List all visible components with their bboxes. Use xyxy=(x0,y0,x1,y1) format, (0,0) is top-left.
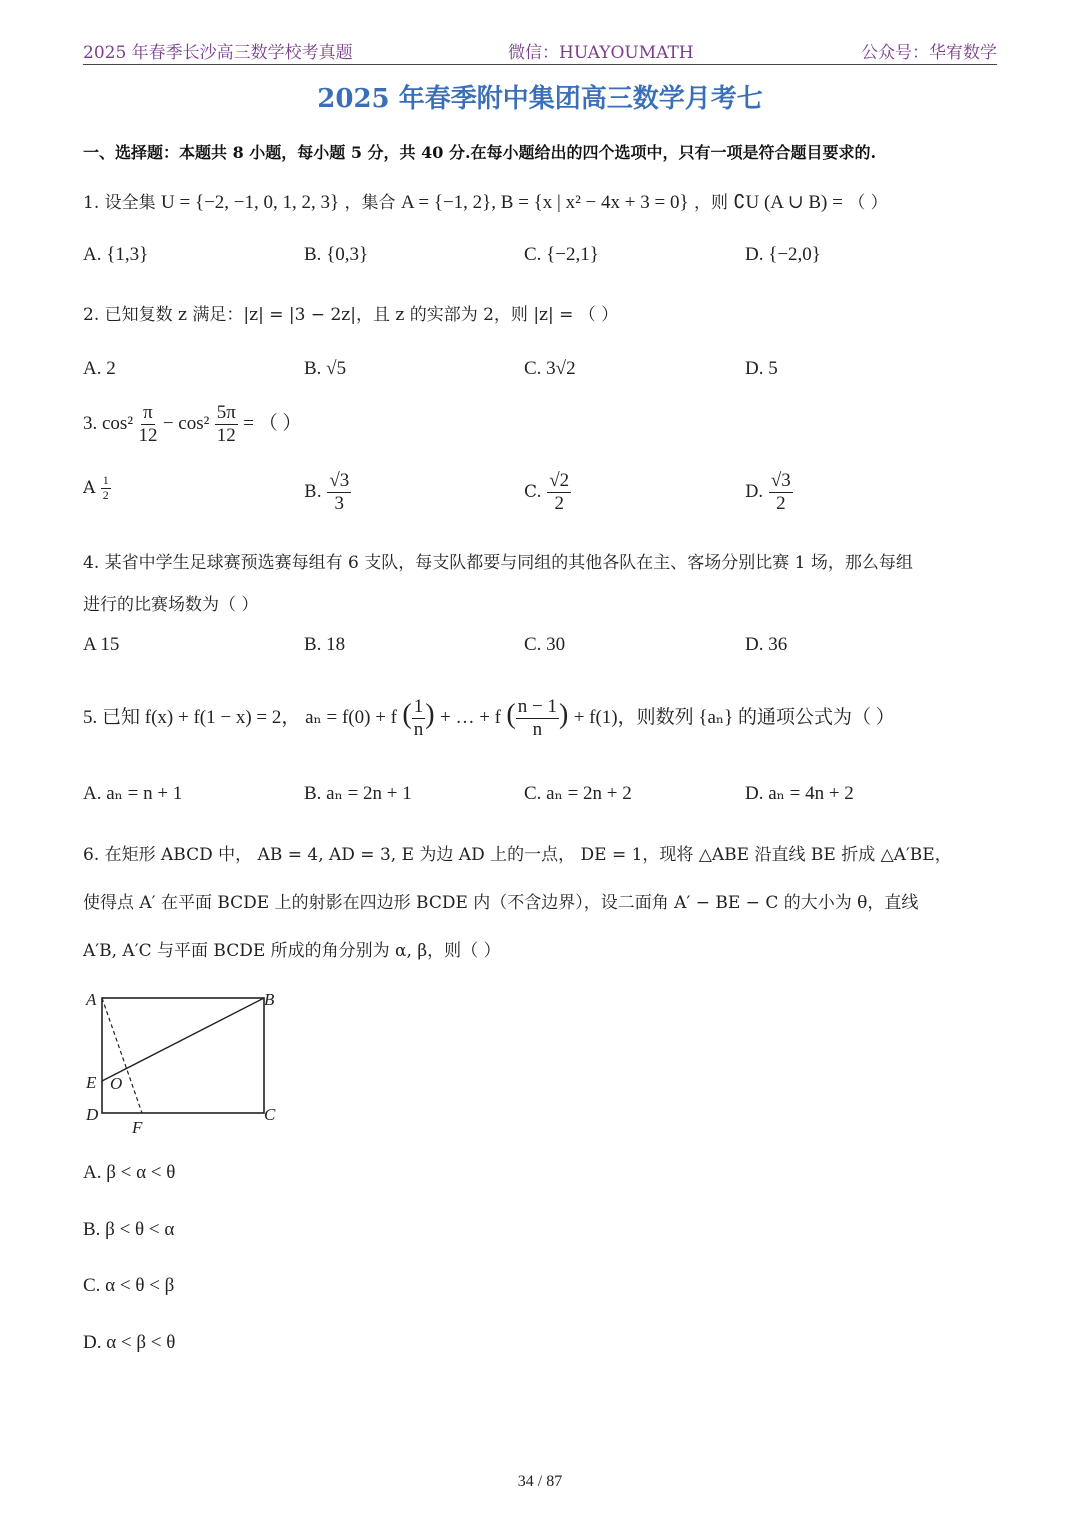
rectangle-abcd xyxy=(102,998,264,1113)
section-heading: 一、选择题：本题共 8 小题，每小题 5 分，共 40 分.在每小题给出的四个选项中，只有一项是符合题目要求的. xyxy=(83,143,877,162)
q2-option-a: A. 2 xyxy=(83,358,116,379)
q3-opt-a-num: 1 xyxy=(102,473,109,487)
q6-rectangle-diagram xyxy=(80,985,290,1140)
q3-option-b xyxy=(304,470,351,515)
question-6-line-2: 使得点 A′ 在平面 BCDE 上的射影在四边形 BCDE 内（不含边界），设二面角 A′ − BE − C 的大小为 θ，直线 xyxy=(83,893,919,913)
q3-opt-d-frac xyxy=(769,470,793,515)
q6-option-d: D. α < β < θ xyxy=(83,1332,176,1353)
q3-opt-a-label: A xyxy=(83,477,96,498)
segment-be xyxy=(102,998,264,1081)
q2-option-c: C. 3√2 xyxy=(524,358,576,379)
q3-opt-d-num: √3 xyxy=(770,470,791,491)
q5-suffix: + f(1)，则数列 {aₙ} 的通项公式为（ ） xyxy=(573,706,895,728)
q5-option-d: D. aₙ = 4n + 2 xyxy=(745,783,854,804)
label-d: D xyxy=(86,1105,99,1124)
q3-fraction-1 xyxy=(138,402,157,447)
q5-option-c: C. aₙ = 2n + 2 xyxy=(524,783,632,804)
q5-prefix: 5. 已知 f(x) + f(1 − x) = 2， aₙ = f(0) + f xyxy=(83,706,398,728)
q3-f1-num: π xyxy=(143,402,153,423)
q1-option-a: A. {1,3} xyxy=(83,244,149,265)
q3-opt-d-den: 2 xyxy=(776,492,786,514)
q4-option-c: C. 30 xyxy=(524,634,566,655)
q6-option-c: C. α < θ < β xyxy=(83,1275,175,1296)
q1-expression: ∁U (A ∪ B) = xyxy=(733,192,843,213)
q5-fraction-1 xyxy=(412,696,426,741)
q3-option-a xyxy=(83,474,111,503)
header-right: 公众号：华宥数学 xyxy=(861,43,997,63)
q3-f1-den: 12 xyxy=(138,424,158,446)
q3-f2-num: 5π xyxy=(216,402,236,423)
page-number: 34 / 87 xyxy=(517,1473,563,1490)
q4-option-b: B. 18 xyxy=(304,634,346,655)
q2-option-b: B. √5 xyxy=(304,358,347,379)
question-3 xyxy=(83,402,301,447)
q3-opt-b-num: √3 xyxy=(329,470,350,491)
q4-option-a: A 15 xyxy=(83,634,120,655)
q3-opt-d-label: D. xyxy=(745,481,764,502)
label-f: F xyxy=(132,1118,143,1137)
label-b: B xyxy=(264,990,275,1009)
q1-set-u: U = {−2, −1, 0, 1, 2, 3} xyxy=(161,192,340,213)
header-center: 微信：HUAYOUMATH xyxy=(508,43,694,63)
question-4-line-1: 4. 某省中学生足球赛预选赛每组有 6 支队，每支队都要与同组的其他各队在主、客场分别比赛 1 场，那么每组 xyxy=(83,553,913,573)
q1-paren: （ ） xyxy=(848,193,888,213)
question-1 xyxy=(83,188,888,214)
header-left: 2025 年春季长沙高三数学校考真题 xyxy=(83,43,353,63)
q1-sets-ab: A = {−1, 2}, B = {x | x² − 4x + 3 = 0} xyxy=(400,192,689,213)
q3-opt-c-label: C. xyxy=(524,481,542,502)
question-6-line-3: A′B, A′C 与平面 BCDE 所成的角分别为 α, β，则（ ） xyxy=(83,941,501,961)
q1-option-d: D. {−2,0} xyxy=(745,244,821,265)
q5-f1-den: n xyxy=(413,718,424,740)
q1-prefix: 1. 设全集 xyxy=(83,193,156,213)
q2-option-d: D. 5 xyxy=(745,358,778,379)
label-o: O xyxy=(110,1074,123,1093)
page-title: 2025 年春季附中集团高三数学月考七 xyxy=(317,84,763,114)
page-header xyxy=(83,38,997,65)
q1-mid: ，集合 xyxy=(344,193,396,213)
segment-af-dashed xyxy=(102,998,142,1113)
q5-option-b: B. aₙ = 2n + 1 xyxy=(304,783,412,804)
q5-fraction-2 xyxy=(516,696,559,741)
q5-option-a: A. aₙ = n + 1 xyxy=(83,783,183,804)
question-5: 5. 已知 f(x) + f(1 − x) = 2， aₙ = f(0) + f ( $\frac{1}{n}$ ) + … + f ( $\frac{n - 1}{n}$ ) + f(1)，则数列 {aₙ} 的通项公式为（ ） xyxy=(83,696,895,740)
q6-option-a: A. β < α < θ xyxy=(83,1162,176,1183)
q3-suffix: = （ ） xyxy=(243,412,302,434)
q3-fraction-2 xyxy=(215,402,238,447)
label-a: A xyxy=(86,990,97,1009)
q3-opt-a-frac xyxy=(101,474,111,503)
q3-opt-b-label: B. xyxy=(304,481,322,502)
q1-option-b: B. {0,3} xyxy=(304,244,369,265)
q3-mid: − cos² xyxy=(162,412,210,434)
q5-f2-den: n xyxy=(532,718,543,740)
question-2: 2. 已知复数 z 满足：|z| = |3 − 2z|，且 z 的实部为 2，则 |z| = （ ） xyxy=(83,305,619,325)
q6-option-b: B. β < θ < α xyxy=(83,1219,175,1240)
q3-f2-den: 12 xyxy=(216,424,236,446)
q5-f2-num: n − 1 xyxy=(517,696,557,717)
q3-opt-b-den: 3 xyxy=(334,492,345,514)
q4-option-d: D. 36 xyxy=(745,634,788,655)
q3-opt-c-frac xyxy=(547,470,571,515)
q3-opt-a-den: 2 xyxy=(102,487,109,502)
q3-option-c xyxy=(524,470,571,515)
q3-option-d xyxy=(745,470,793,515)
q5-f1-num: 1 xyxy=(413,696,424,717)
q3-opt-c-num: √2 xyxy=(549,470,570,491)
q5-mid: + … + f xyxy=(439,706,501,728)
q3-prefix: 3. cos² xyxy=(83,412,134,434)
q1-option-c: C. {−2,1} xyxy=(524,244,599,265)
question-6-line-1: 6. 在矩形 ABCD 中， AB = 4, AD = 3, E 为边 AD 上的一点， DE = 1，现将 △ABE 沿直线 BE 折成 △A′BE， xyxy=(83,845,952,865)
label-e: E xyxy=(86,1073,97,1092)
label-c: C xyxy=(264,1105,276,1124)
q1-then: ，则 xyxy=(693,193,728,213)
q3-opt-c-den: 2 xyxy=(554,492,564,514)
question-4-line-2: 进行的比赛场数为（ ） xyxy=(83,595,259,615)
q3-opt-b-frac xyxy=(327,470,351,515)
